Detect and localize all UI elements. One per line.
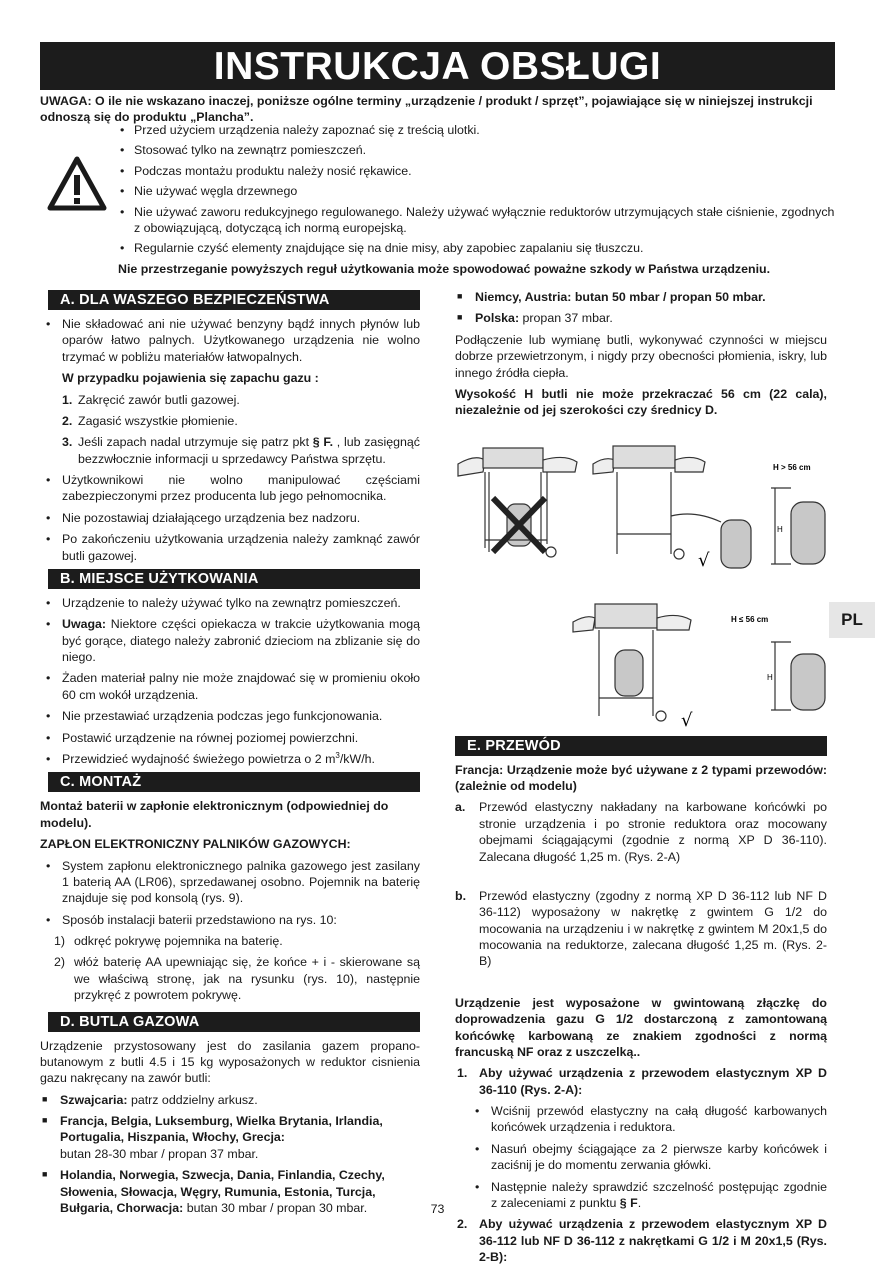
hose-instruction-1: 1. Aby używać urządzenia z przewodem elastycznym XP D 36-110 (Rys. 2-A): <box>457 1066 827 1097</box>
battery-heading: Montaż baterii w zapłonie elektronicznym (odpowiedniej do modelu). <box>40 799 389 830</box>
right-column <box>455 290 827 1270</box>
warning-item: • Regularnie czyść elementy znajdujące się na dnie misy, aby zapobiec zapalaniu się tłuszczu. <box>118 240 836 256</box>
hose-type-b: b. Przewód elastyczny (zgodny z normą XP D 36-112 lub NF D 36-112) wyposażony w nakrętkę z gwintem G 1/2 do mocowania na urządzeniu i w nakrętkę z gwintem M 20x1,5 do mocowania na reduktorze, zalecana długość 1,25 m. (Rys. 2-B) <box>455 888 827 969</box>
check-icon: √ <box>698 549 710 571</box>
gas-smell-heading: W przypadku pojawienia się zapachu gazu : <box>62 371 319 386</box>
section-c-item: • System zapłonu elektronicznego palnika gazowego jest zasilany 1 baterią AA (LR06), sprzedawanej osobno. Pojemnik na baterię znajduje się pod konsolą (rys. 9). <box>40 858 420 907</box>
warning-triangle-icon <box>46 155 108 213</box>
hose-type-a: a. Przewód elastyczny nakładany na karbowane końcówki po stronie urządzenia i po stronie reduktora oraz mocowany obejmami ściągającymi (zgodnie z normą XP D 36-110). Zalecana długość 1,25 m. (Rys. 2-A) <box>455 800 827 864</box>
height-le-label: H ≤ 56 cm <box>731 614 769 624</box>
intro-note: UWAGA: O ile nie wskazano inaczej, poniższe ogólne terminy „urządzenie / produkt / sprzęt”, pojawiające się w niniejszej instrukcji odnoszą się do produktu „Plancha”. <box>40 94 813 125</box>
section-e-title: E. PRZEWÓD <box>455 736 827 756</box>
country-item: ■ Francja, Belgia, Luksemburg, Wielka Brytania, Irlandia, Portugalia, Hiszpania, Włochy, Grecja: butan 28-30 mbar / propan 37 mbar. <box>40 1113 420 1162</box>
warning-item: • Nie używać zaworu redukcyjnego regulowanego. Należy używać wyłącznie reduktorów utrzymujących stałe ciśnienie, zgodnych z obowiązującą, dotyczącą ich normą europejską. <box>118 204 836 237</box>
gas-step: 2. Zagasić wszystkie płomienie. <box>62 413 238 428</box>
battery-step: 2) włóż baterię AA upewniając się, że końce + i - skierowane są we właściwą stronę, jak na rysunku (rys. 10), następnie przykręć z powrotem pokrywę. <box>54 955 420 1003</box>
warning-list <box>118 122 836 281</box>
section-a-title: A. DLA WASZEGO BEZPIECZEŃSTWA <box>48 290 420 310</box>
height-gt-label: H > 56 cm <box>773 462 811 472</box>
section-c-item: • Sposób instalacji baterii przedstawiono na rys. 10: <box>40 912 420 928</box>
hose-step: • Następnie należy sprawdzić szczelność postępując zgodnie z zaleceniami z punktu § F. <box>469 1179 827 1212</box>
warning-item: • Podczas montażu produktu należy nosić rękawice. <box>118 163 836 179</box>
warning-item: • Nie używać węgla drzewnego <box>118 183 836 199</box>
bottle-figure <box>455 424 827 736</box>
section-a-item: • Użytkownikowi nie wolno manipulować częściami zabezpieczonymi przez producenta lub jego pełnomocnika. <box>40 472 420 505</box>
section-d-title: D. BUTLA GAZOWA <box>48 1012 420 1032</box>
language-tab: PL <box>829 602 875 638</box>
hose-instruction-2: 2. Aby używać urządzenia z przewodem elastycznym XP D 36-112 lub NF D 36-112 z nakrętkami G 1/2 i M 20x1,5 (Rys. 2-B): <box>457 1217 827 1264</box>
connection-paragraph: Podłączenie lub wymianę butli, wykonywać czynności w miejscu dobrze przewietrzonym, i nigdy przy obecności płomienia, iskry, lub innego źródła ciepła. <box>455 332 827 380</box>
fitting-paragraph: Urządzenie jest wyposażone w gwintowaną złączkę do doprowadzenia gazu G 1/2 dostarczoną z zamontowaną końcówkę karbowaną ze znakiem zgodności z normą francuską NF oraz z uszczelką.. <box>455 995 827 1059</box>
country-item: ■ Szwajcaria: patrz oddzielny arkusz. <box>40 1092 420 1108</box>
plancha-bottle-illustration <box>455 424 827 736</box>
country-item: ■ Holandia, Norwegia, Szwecja, Dania, Finlandia, Czechy, Słowenia, Słowacja, Węgry, Rumunia, Estonia, Turcja, Bułgaria, Chorwacja: butan 30 mbar / propan 30 mbar. <box>40 1167 420 1216</box>
section-a-item: • Po zakończeniu użytkowania urządzenia należy zamknąć zawór butli gazowej. <box>40 531 420 564</box>
height-h-label: H <box>777 524 783 534</box>
section-a-item: • Nie składować ani nie używać benzyny bądź innych płynów lub oparów łatwo palnych. Użytkowanego urządzenia nie wolno trzymać w pobliżu materiałów łatwopalnych. <box>40 316 420 365</box>
section-ref: § F. <box>312 435 334 450</box>
section-b-item: • Postawić urządzenie na równej poziomej powierzchni. <box>40 730 420 746</box>
section-a-item: • Nie pozostawiaj działającego urządzenia bez nadzoru. <box>40 510 420 526</box>
hose-step: • Wciśnij przewód elastyczny na całą długość karbowanych końcówek urządzenia i reduktora. <box>469 1103 827 1136</box>
gas-step: 3. Jeśli zapach nadal utrzymuje się patrz pkt § F. , lub zasięgnąć bezzwłocznie informacji u sprzedawcy Państwa sprzętu. <box>62 435 420 466</box>
section-b-item: • Nie przestawiać urządzenia podczas jego funkcjonowania. <box>40 708 420 724</box>
country-item: ■ Polska: propan 37 mbar. <box>455 310 827 326</box>
warning-item: • Stosować tylko na zewnątrz pomieszczeń. <box>118 142 836 158</box>
country-item: ■ Niemcy, Austria: butan 50 mbar / propan 50 mbar. <box>455 289 827 305</box>
check-icon: √ <box>681 709 693 731</box>
section-b-item: • Urządzenie to należy używać tylko na zewnątrz pomieszczeń. <box>40 595 420 611</box>
warning-final: Nie przestrzeganie powyższych reguł użytkowania może spowodować poważne szkody w Państwa urządzeniu. <box>118 261 771 276</box>
bottle-height-note: Wysokość H butli nie może przekraczać 56 cm (22 cala), niezależnie od jej szerokości czy średnicy D. <box>455 386 827 418</box>
section-c-title: C. MONTAŻ <box>48 772 420 792</box>
page-number: 73 <box>430 1202 445 1216</box>
gas-bottle-intro: Urządzenie przystosowany jest do zasilania gazem propano-butanowym z butli 4.5 i 15 kg wyposażonych w reduktor cisnienia gazu nakręcany na zawór butli: <box>40 1038 420 1086</box>
section-b-item: • Uwaga: Niektore części opiekacza w trakcie użytkowania mogą być gorące, diatego należy zabronić dzieciom na zblizanie się do niego. <box>40 616 420 665</box>
gas-step: 1. Zakręcić zawór butli gazowej. <box>62 392 240 407</box>
warning-item: • Przed użyciem urządzenia należy zapoznać się z treścią ulotki. <box>118 122 836 138</box>
hose-heading: Francja: Urządzenie może być używane z 2 typami przewodów: (zależnie od modelu) <box>455 762 827 793</box>
section-b-item: • Żaden materiał palny nie może znajdować się w promieniu około 60 cm wokół urządzenia. <box>40 670 420 703</box>
left-column <box>40 290 420 1221</box>
page-title: INSTRUKCJA OBSŁUGI <box>40 42 835 90</box>
hose-step: • Nasuń obejmy ściągające za 2 pierwsze karby końcówek i zaciśnij je do momentu zerwania główki. <box>469 1141 827 1174</box>
section-b-item: • Przewidzieć wydajność świeżego powietrza o 2 $m^3/kW/h$. <box>40 751 420 768</box>
ignition-heading: ZAPŁON ELEKTRONICZNY PALNIKÓW GAZOWYCH: <box>40 837 351 852</box>
section-b-title: B. MIEJSCE UŻYTKOWANIA <box>48 569 420 589</box>
section-ref: § F <box>619 1195 638 1210</box>
height-h-label: H <box>767 672 773 682</box>
battery-step: 1) odkręć pokrywę pojemnika na baterię. <box>54 934 283 948</box>
